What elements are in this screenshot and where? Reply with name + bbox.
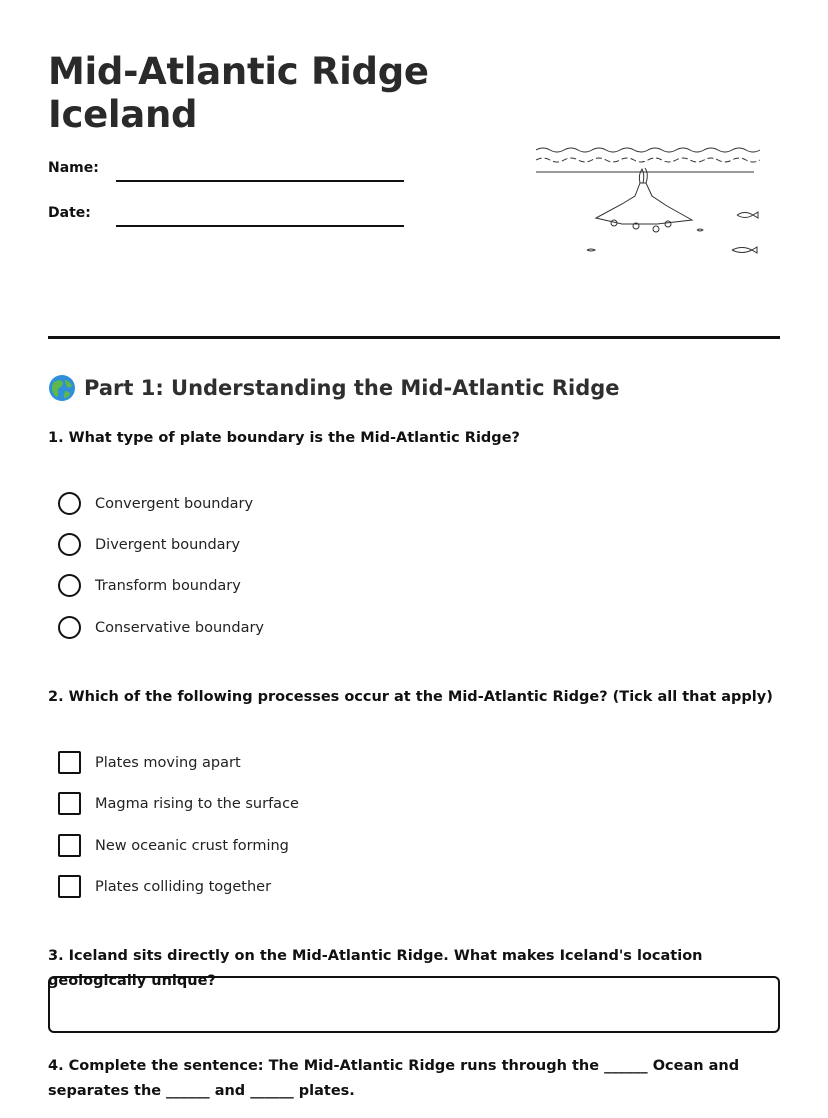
date-label: Date:: [48, 205, 91, 221]
question-3: 3. Iceland sits directly on the Mid-Atlantic Ridge. What makes Iceland's location geologically unique?: [48, 948, 703, 989]
q1-option-transform[interactable]: [58, 574, 241, 597]
q1-option-divergent[interactable]: [58, 533, 240, 556]
q2-option-label: New oceanic crust forming: [95, 837, 289, 854]
name-label: Name:: [48, 160, 99, 176]
q1-option-conservative[interactable]: [58, 616, 264, 639]
q1-option-label: Transform boundary: [95, 577, 241, 594]
q2-option-new-crust[interactable]: [58, 834, 289, 857]
title-line-1: Mid-Atlantic Ridge: [48, 50, 429, 93]
radio-button[interactable]: [58, 533, 81, 556]
name-field[interactable]: [116, 180, 404, 182]
date-field[interactable]: [116, 225, 404, 227]
q2-option-label: Plates moving apart: [95, 754, 241, 771]
question-2: 2. Which of the following processes occur at the Mid-Atlantic Ridge? (Tick all that apply): [48, 689, 773, 705]
part1-heading: [48, 374, 620, 402]
checkbox[interactable]: [58, 834, 81, 857]
radio-button[interactable]: [58, 616, 81, 639]
globe-icon: [48, 374, 76, 402]
section-divider: [48, 336, 780, 339]
q1-option-label: Divergent boundary: [95, 536, 241, 553]
radio-button[interactable]: [58, 574, 81, 597]
title-line-2: Iceland: [48, 93, 198, 136]
worksheet-title: [48, 50, 429, 136]
q2-option-label: Magma rising to the surface: [95, 795, 299, 812]
q1-option-label: Convergent boundary: [95, 495, 254, 512]
volcano-ocean-illustration: [532, 138, 762, 263]
radio-button[interactable]: [58, 492, 81, 515]
q2-option-magma-rising[interactable]: [58, 792, 299, 815]
question-4: 4. Complete the sentence: The Mid-Atlantic Ridge runs through the ______ Ocean and separates the ______ and ______ plates.: [48, 1058, 740, 1099]
q2-option-plates-moving-apart[interactable]: [58, 751, 241, 774]
part1-title: Part 1: Understanding the Mid-Atlantic Ridge: [84, 376, 620, 400]
q1-option-convergent[interactable]: [58, 492, 253, 515]
checkbox[interactable]: [58, 875, 81, 898]
q3-answer-box[interactable]: [48, 976, 780, 1033]
checkbox[interactable]: [58, 792, 81, 815]
q1-option-label: Conservative boundary: [95, 619, 265, 636]
checkbox[interactable]: [58, 751, 81, 774]
q2-option-plates-colliding[interactable]: [58, 875, 271, 898]
q2-option-label: Plates colliding together: [95, 878, 272, 895]
question-1: 1. What type of plate boundary is the Mid-Atlantic Ridge?: [48, 430, 520, 446]
